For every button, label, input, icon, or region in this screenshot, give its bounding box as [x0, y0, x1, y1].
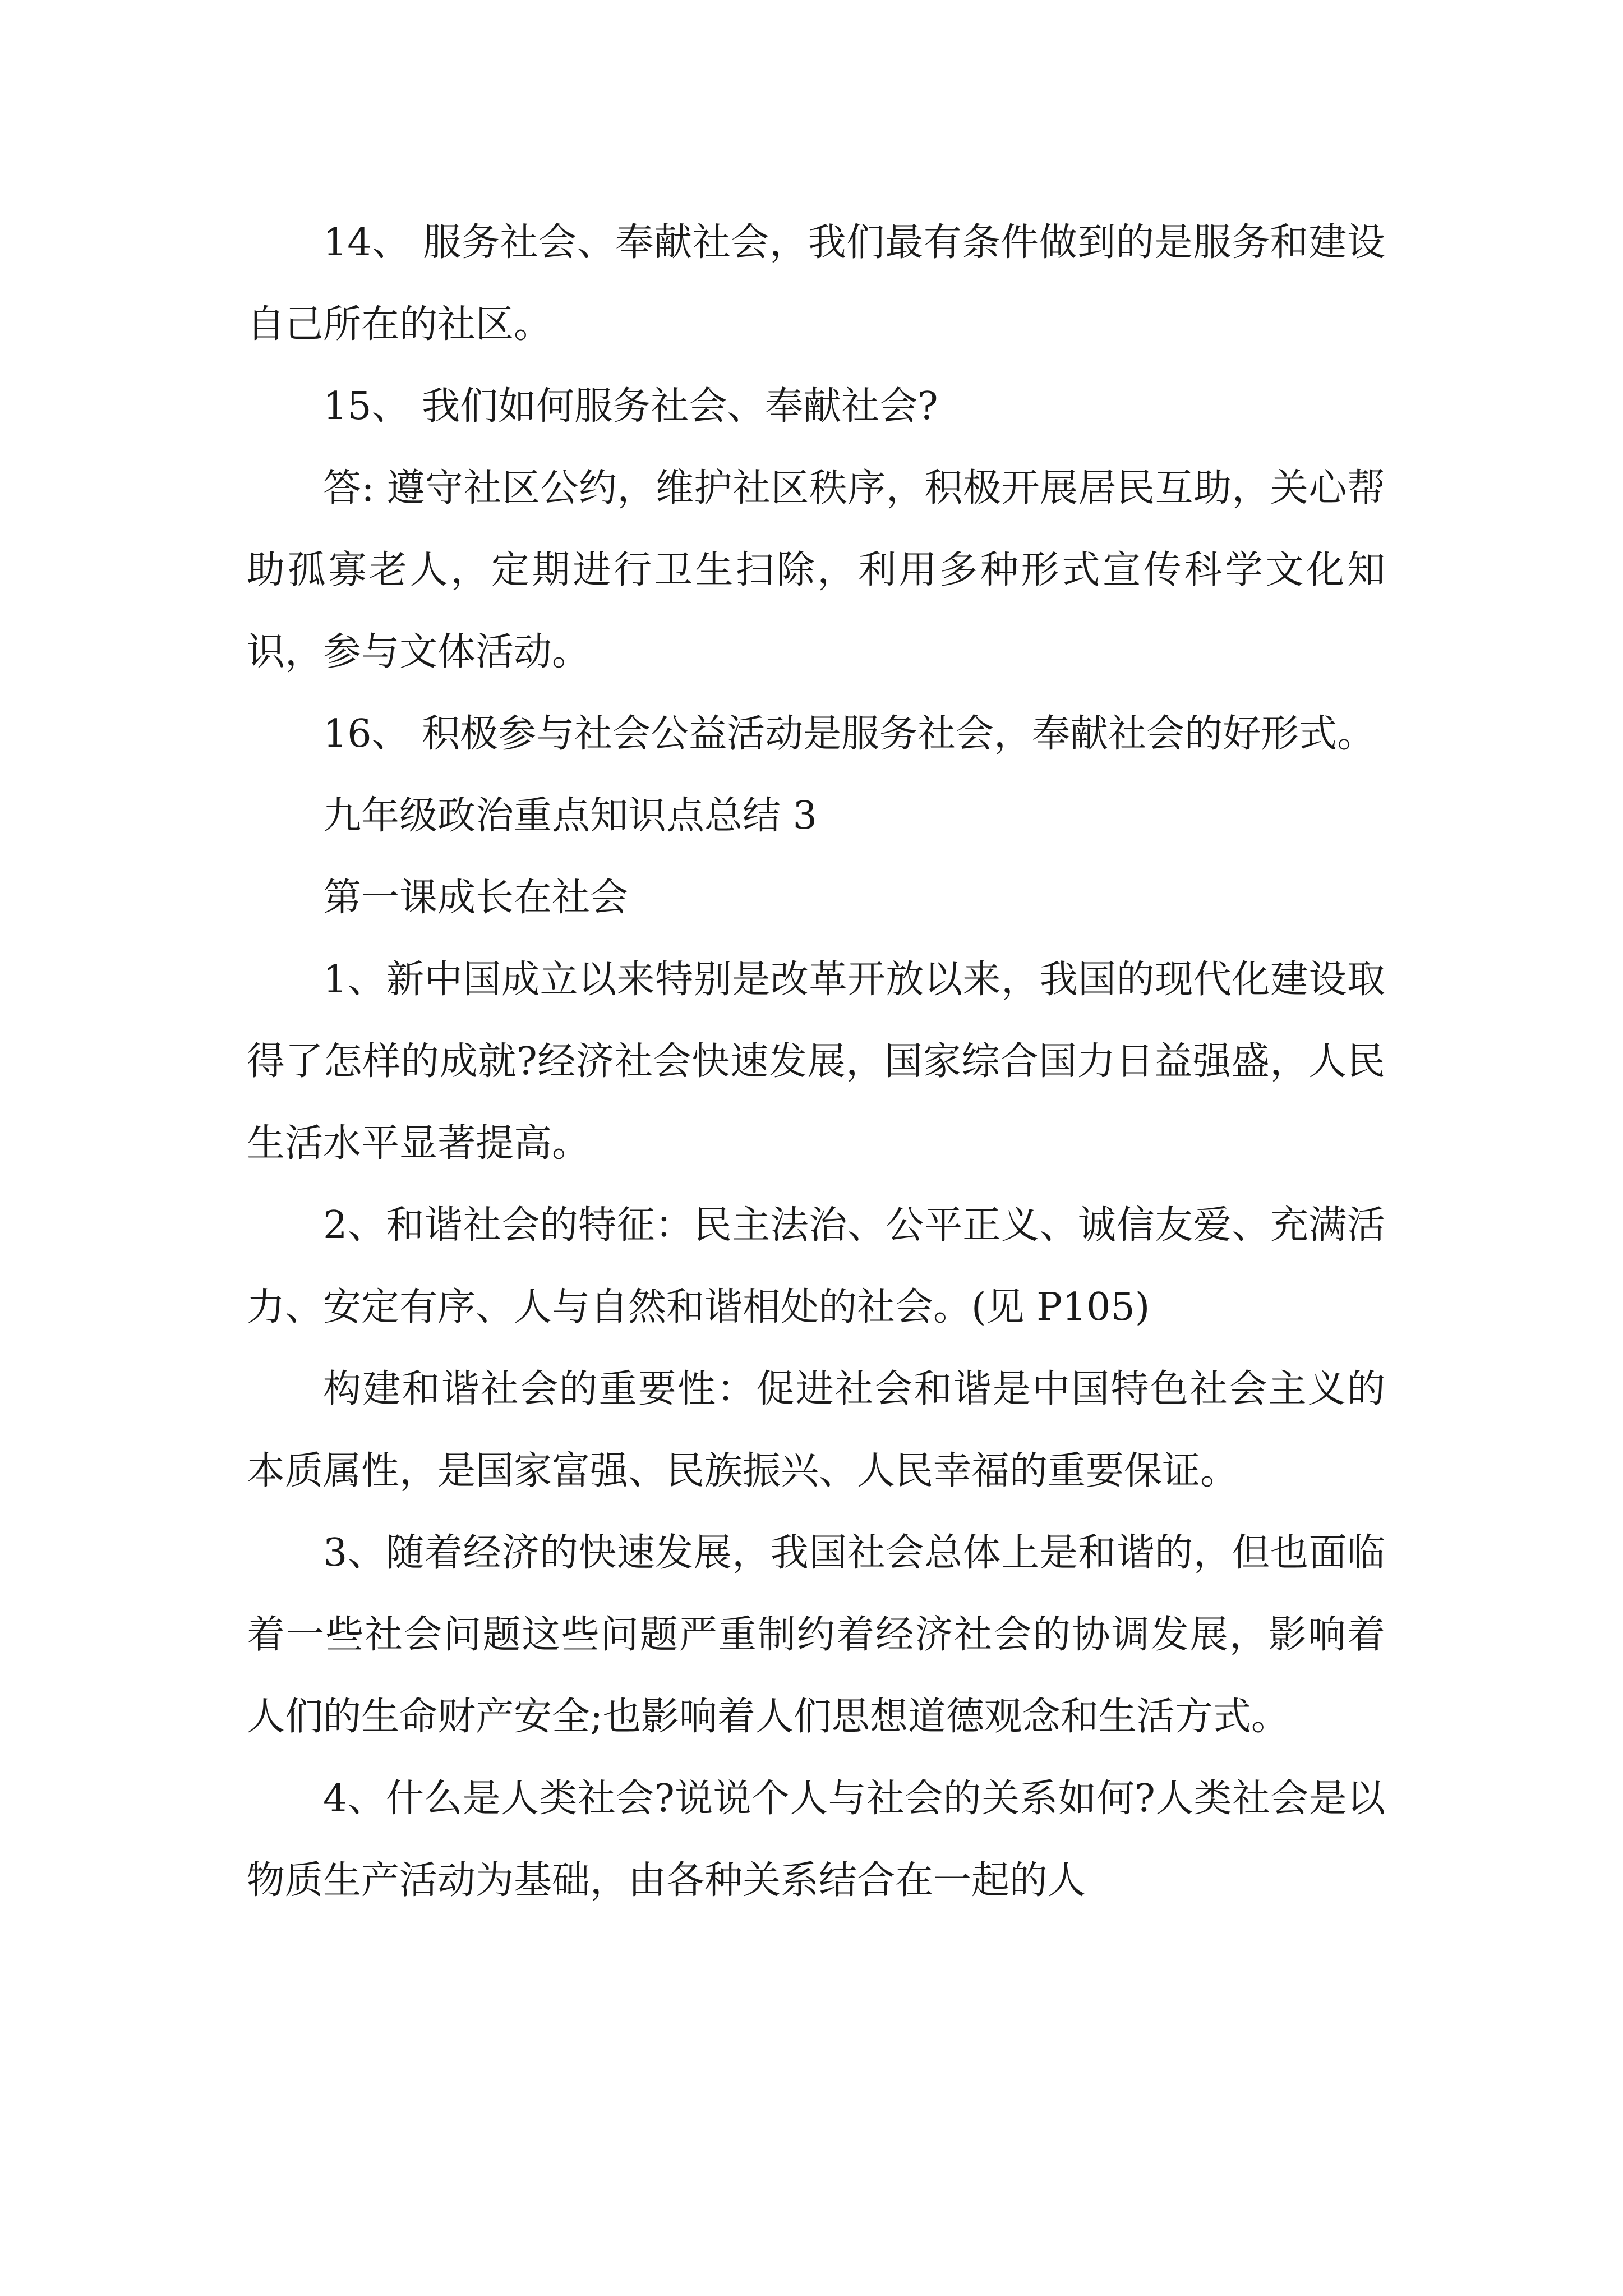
- paragraph-item-15-question: 15、 我们如何服务社会、奉献社会?: [323, 384, 938, 429]
- paragraph-item-3: 3、随着经济的快速发展，我国社会总体上是和谐的，但也面临着一些社会问题这些问题严重制约着经济社会的协调发展，影响着人们的生命财产安全;也影响着人们思想道德观念和生活方式。: [247, 1531, 1385, 1739]
- lesson-heading: 第一课成长在社会: [323, 876, 629, 920]
- paragraph-item-16: 16、 积极参与社会公益活动是服务社会，奉献社会的好形式。: [323, 712, 1376, 756]
- paragraph-item-2: 2、和谐社会的特征：民主法治、公平正义、诚信友爱、充满活力、安定有序、人与自然和谐相处的社会。(见 P105): [247, 1203, 1385, 1329]
- document-body: [247, 202, 1385, 1922]
- paragraph-item-4: 4、什么是人类社会?说说个人与社会的关系如何?人类社会是以物质生产活动为基础，由各种关系结合在一起的人: [247, 1777, 1385, 1903]
- paragraph-item-2-importance: 构建和谐社会的重要性：促进社会和谐是中国特色社会主义的本质属性，是国家富强、民族振兴、人民幸福的重要保证。: [247, 1367, 1385, 1493]
- section-heading: 九年级政治重点知识点总结 3: [323, 794, 817, 838]
- paragraph-item-15-answer: 答: 遵守社区公约，维护社区秩序，积极开展居民互助，关心帮助孤寡老人，定期进行卫生扫除，利用多种形式宣传科学文化知识，参与文体活动。: [247, 466, 1385, 674]
- paragraph-item-1: 1、新中国成立以来特别是改革开放以来，我国的现代化建设取得了怎样的成就?经济社会快速发展，国家综合国力日益强盛，人民生活水平显著提高。: [247, 958, 1385, 1166]
- paragraph-item-14: 14、 服务社会、奉献社会，我们最有条件做到的是服务和建设自己所在的社区。: [247, 220, 1385, 347]
